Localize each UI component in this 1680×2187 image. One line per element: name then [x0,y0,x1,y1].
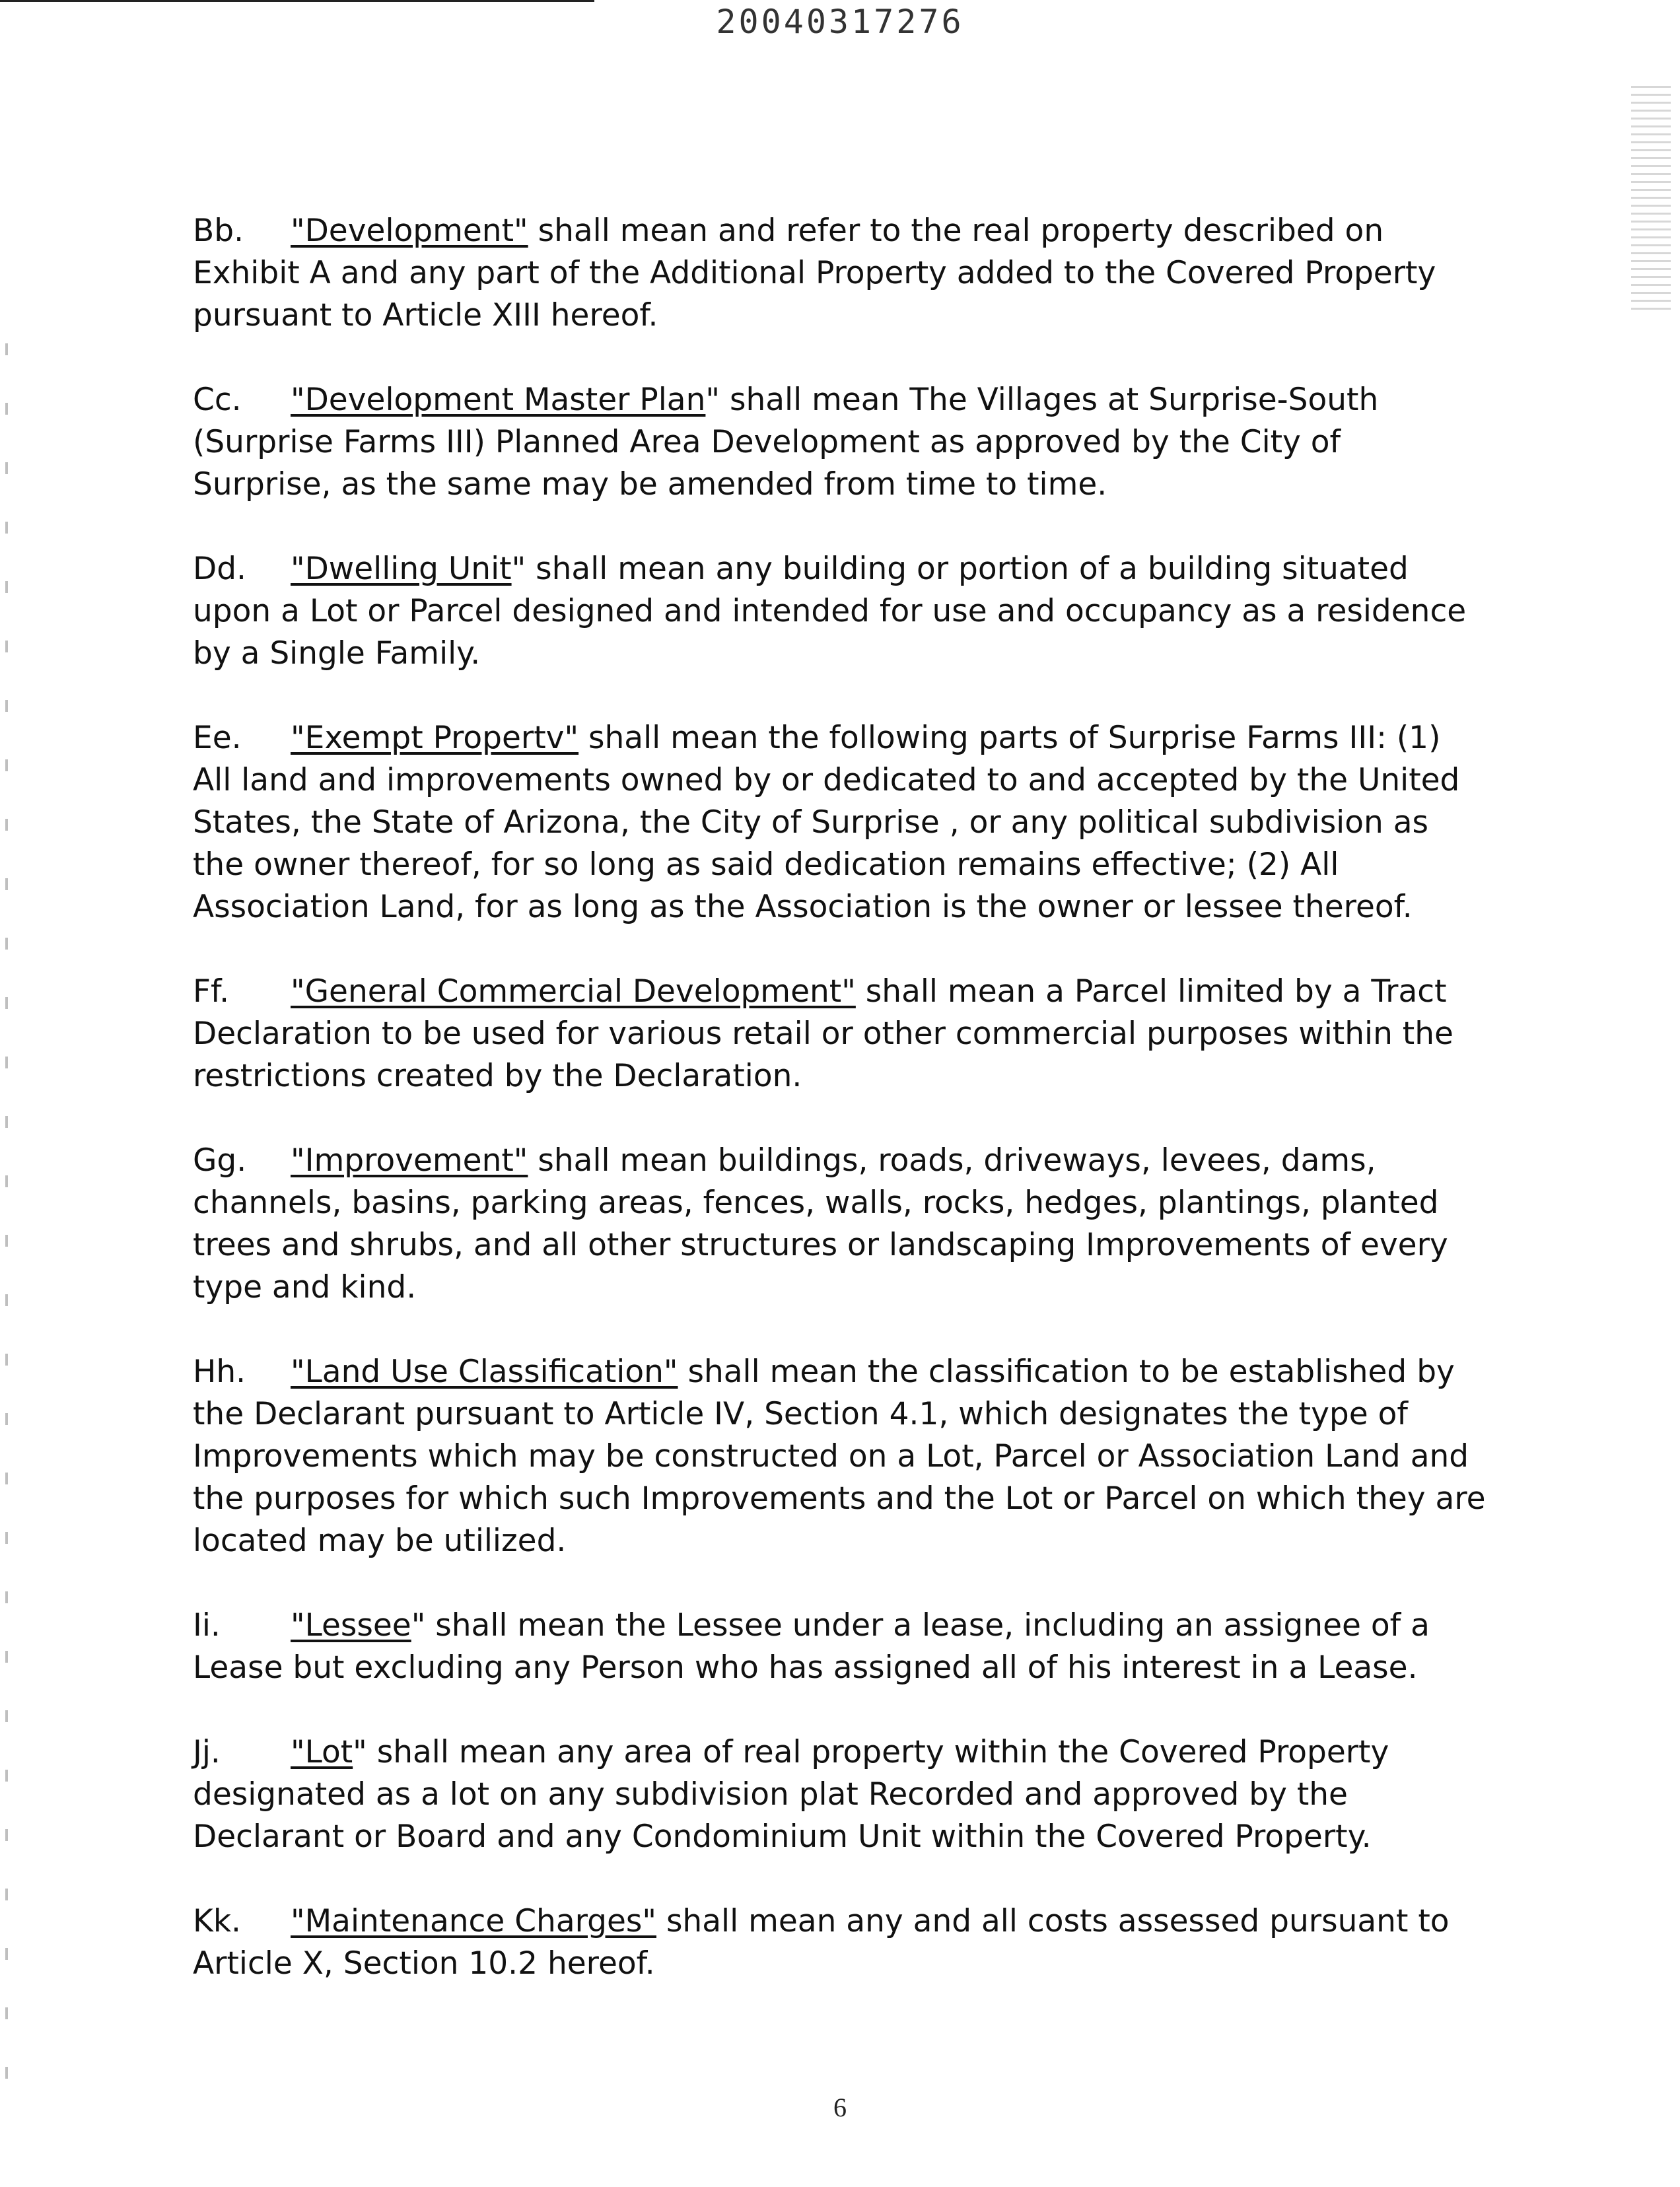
definition-body: shall mean the classification to be established by the Declarant pursuant to Article IV, Section 4.1, which designates the type of Improvements which may be constructed on a Lot, Parcel or Association Land and the purposes for which such Improvements and the Lot or Parcel on which they are located may be utilized. [193,1354,1486,1559]
definition-tag: Gg. [193,1142,247,1179]
defined-term: "Development Master Plan [291,382,706,418]
top-rule [0,0,594,2]
defined-term: "Maintenance Charges" [291,1903,656,1939]
page-number: 6 [833,2093,847,2122]
definition-tag: Ff. [193,973,230,1010]
scan-edge-marks-right [1631,86,1671,310]
definition-general-commercial-development [193,971,1487,1097]
definition-tag: Bb. [193,213,244,249]
definition-body: shall mean and refer to the real property described on Exhibit A and any part of the Additional Property added to the Covered Property pursuant to Article XIII hereof. [193,213,1436,333]
definition-tag: Ii. [193,1607,221,1644]
definition-development-master-plan [193,379,1487,506]
definitions-list [193,210,1487,2027]
defined-term: "Development" [291,213,528,249]
scan-edge-marks-left [5,343,8,2126]
defined-term: "Exempt Propertv" [291,720,579,756]
definition-body: " shall mean any building or portion of a building situated upon a Lot or Parcel designed and intended for use and occupancy as a residence by a Single Family. [193,551,1467,672]
definition-body: shall mean the following parts of Surprise Farms III: (1) All land and improvements owned by or dedicated to and accepted by the United States, the State of Arizona, the City of Surprise , or any political subdivision as the owner thereof, for so long as said dedication remains effective; (2) All Association Land, for as long as the Association is the owner or lessee thereof. [193,720,1460,925]
definition-body: " shall mean any area of real property within the Covered Property designated as a lot on any subdivision plat Recorded and approved by the Declarant or Board and any Condominium Unit within the Covered Property. [193,1734,1389,1855]
definition-tag: Kk. [193,1903,241,1939]
definition-body: shall mean any and all costs assessed pursuant to Article X, Section 10.2 hereof. [193,1903,1450,1982]
definition-exempt-property [193,717,1487,928]
definition-body: " shall mean The Villages at Surprise-South (Surprise Farms III) Planned Area Development as approved by the City of Surprise, as the same may be amended from time to time. [193,382,1379,503]
defined-term: "Lot [291,1734,353,1770]
definition-tag: Ee. [193,720,242,756]
defined-term: "Dwelling Unit [291,551,512,587]
defined-term: "Lessee [291,1607,411,1644]
definition-lot [193,1731,1487,1858]
definition-dwelling-unit [193,548,1487,675]
definition-tag: Hh. [193,1354,246,1390]
document-number: 20040317276 [716,3,964,41]
definition-body: shall mean buildings, roads, driveways, levees, dams, channels, basins, parking areas, fences, walls, rocks, hedges, plantings, planted trees and shrubs, and all other structures or landscaping Improvements of every type and kind. [193,1142,1448,1305]
definition-land-use-classification [193,1351,1487,1562]
definition-body: " shall mean the Lessee under a lease, including an assignee of a Lease but excluding any Person who has assigned all of his interest in a Lease. [193,1607,1430,1686]
definition-improvement [193,1140,1487,1309]
defined-term: "Improvement" [291,1142,528,1179]
definition-body: shall mean a Parcel limited by a Tract Declaration to be used for various retail or other commercial purposes within the restrictions created by the Declaration. [193,973,1453,1094]
defined-term: "General Commercial Development" [291,973,856,1010]
definition-tag: Cc. [193,382,242,418]
defined-term: "Land Use Classification" [291,1354,678,1390]
definition-maintenance-charges [193,1900,1487,1985]
definition-tag: Jj. [193,1734,221,1770]
definition-development [193,210,1487,337]
definition-tag: Dd. [193,551,246,587]
definition-lessee [193,1605,1487,1689]
